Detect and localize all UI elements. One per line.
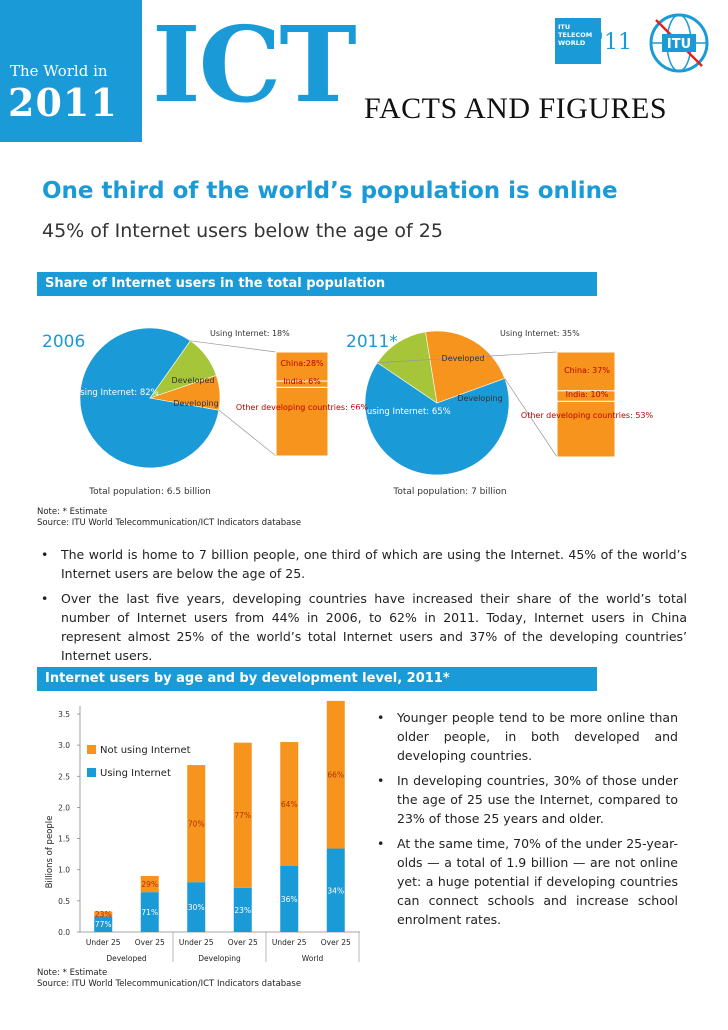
x-tick-label: Over 25 [320, 938, 351, 947]
bar-chart [0, 692, 370, 967]
y-tick-label: 2.0 [58, 803, 70, 813]
pie-2011-title: 2011* [346, 332, 398, 352]
bar-not-using-label: 66% [327, 770, 345, 780]
bar-not-using-label: 64% [280, 800, 298, 810]
bullet-item: • At the same time, 70% of the under 25-year-olds — a total of 1.9 billion — are not online yet: a huge potential if developing countries can connect schools and increase school enrolment rates. [373, 834, 678, 929]
x-tick-label: Under 25 [178, 938, 214, 947]
bar-not-using-label: 23% [94, 909, 112, 919]
legend-swatch-using [87, 768, 96, 777]
pie-2006-india-label: India: 6% [283, 377, 321, 386]
pie-2006-other-label: Other developing countries: 66% [235, 403, 369, 412]
bar-not-using-label: 70% [187, 819, 205, 829]
note-text: Note: * Estimate [37, 507, 108, 517]
y-tick-label: 2.5 [58, 772, 70, 782]
bar-not-using-label: 77% [234, 811, 252, 821]
y-tick-label: 0.0 [58, 928, 70, 937]
bar-using-label: 30% [187, 903, 205, 913]
source-text: Source: ITU World Telecommunication/ICT Indicators database [37, 979, 302, 989]
pie-2011-china-label: China: 37% [564, 366, 610, 375]
bullet-item: • The world is home to 7 billion people, one third of which are using the Internet. 45% of the world’s Internet users are below the age of 25. [37, 545, 687, 583]
bar-axes [58, 706, 360, 937]
itu-globe-logo-icon [648, 12, 710, 74]
x-tick-label: Under 25 [85, 938, 121, 947]
page-title: One third of the world’s population is online [42, 178, 618, 204]
pie-2011-using-label: Using Internet: 35% [500, 329, 580, 338]
group-label: Developing [198, 954, 241, 963]
bar-ylabel: Billions of people [45, 815, 55, 889]
bar-using-label: 77% [94, 920, 112, 930]
header-year: 2011 [8, 80, 118, 125]
bullet-list-main [37, 545, 687, 671]
legend-swatch-not-using [87, 745, 96, 754]
header-world-in: The World in [10, 62, 108, 80]
y-tick-label: 1.5 [58, 834, 70, 844]
x-tick-label: Under 25 [271, 938, 307, 947]
pie-2006-developed-label: Developed [171, 376, 215, 385]
bullet-item: • In developing countries, 30% of those under the age of 25 use the Internet, compared to 23% of those 25 years and older. [373, 771, 678, 828]
group-label: Developed [106, 954, 147, 963]
y-tick-label: 3.0 [58, 741, 70, 751]
section-banner-age: Internet users by age and by development level, 2011* [37, 667, 597, 691]
itu-box-line: WORLD [558, 39, 586, 47]
pie-2006-using-label: Using Internet: 18% [210, 329, 290, 338]
breakdown-segment [557, 401, 615, 457]
pie-2011-developing-label: Developing [457, 394, 503, 403]
group-label: World [301, 954, 324, 963]
legend-not-using: Not using Internet [100, 745, 191, 756]
y-tick-label: 0.5 [58, 896, 70, 906]
pie-2006-total: Total population: 6.5 billion [89, 487, 211, 497]
bullet-item: • Over the last five years, developing countries have increased their share of the world’s total number of Internet users from 44% in 2006, to 62% in 2011. Today, Internet users in China represent almost 25% of the world’s total Internet users and 37% of the developing countries’ Internet users. [37, 589, 687, 665]
itu-box-line: TELECOM [558, 31, 593, 39]
note-text: Note: * Estimate [37, 968, 108, 978]
bar-using-label: 71% [141, 908, 159, 918]
pie-charts [0, 296, 728, 506]
section2-note [37, 968, 301, 990]
bullet-list-right [373, 708, 678, 935]
y-tick-label: 1.0 [58, 865, 70, 875]
pie-2006-china-label: China:28% [280, 359, 324, 368]
bar-using-label: 23% [234, 905, 252, 915]
bar-using-label: 34% [327, 886, 345, 896]
section1-note [37, 507, 301, 529]
legend-using: Using Internet [100, 768, 171, 779]
itu-telecom-world-logo [555, 18, 601, 64]
x-tick-label: Over 25 [134, 938, 165, 947]
pie-2011-developed-label: Developed [441, 354, 485, 363]
bar-using-label: 36% [280, 894, 298, 904]
pie-2006-not-using-label: Not using Internet: 82% [57, 388, 159, 398]
page-subtitle: 45% of Internet users below the age of 25 [42, 220, 443, 242]
section-banner-share: Share of Internet users in the total population [37, 272, 597, 296]
itu-year-label: '11 [598, 30, 633, 55]
breakdown-segment [276, 387, 328, 456]
bar-marks [86, 701, 359, 963]
pie-2011-india-label: India: 10% [565, 390, 609, 399]
bar-not-using-label: 29% [141, 880, 159, 890]
bullet-item: • Younger people tend to be more online than older people, in both developed and developing countries. [373, 708, 678, 765]
pie-2011-other-label: Other developing countries: 53% [520, 411, 654, 420]
pie-connector [190, 341, 276, 352]
itu-logo-text: ITU [666, 37, 692, 52]
pie-2006-title: 2006 [42, 332, 86, 352]
pie-2011-total: Total population: 7 billion [393, 487, 507, 497]
pie-2011-not-using-label: Not using Internet: 65% [349, 407, 451, 417]
x-tick-label: Over 25 [227, 938, 258, 947]
header-ict: ICT [152, 3, 355, 126]
itu-box-line: ITU [558, 23, 571, 31]
pie-connector [219, 410, 276, 456]
source-text: Source: ITU World Telecommunication/ICT Indicators database [37, 518, 302, 528]
pie-2006-developing-label: Developing [173, 399, 219, 408]
header-facts-and-figures: FACTS AND FIGURES [364, 92, 668, 125]
y-tick-label: 3.5 [58, 710, 70, 719]
